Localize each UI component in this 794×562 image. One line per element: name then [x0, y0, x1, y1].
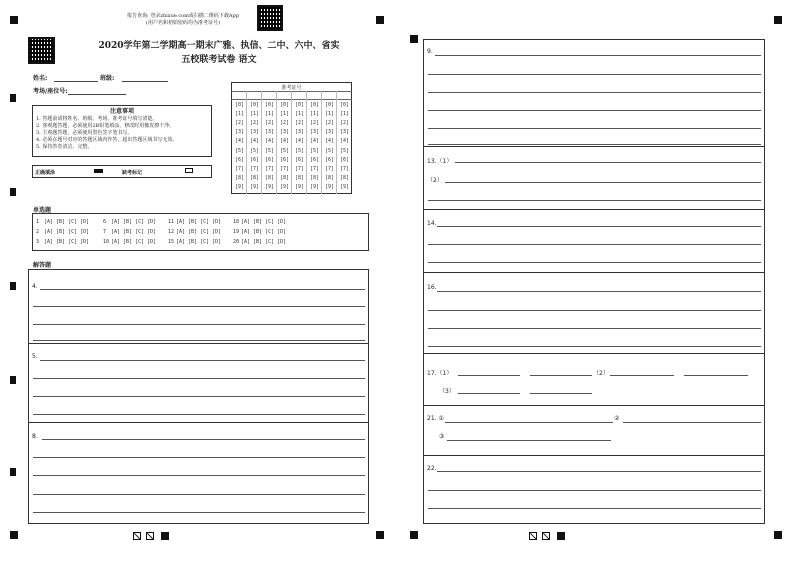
- answer-writing-line[interactable]: [435, 55, 761, 56]
- admission-digit-bubble[interactable]: [9]: [295, 183, 305, 190]
- missing-exam-label: 缺考标记: [122, 170, 143, 176]
- admission-digit-bubble[interactable]: [8]: [310, 174, 320, 181]
- answer-writing-line[interactable]: [428, 310, 761, 311]
- answer-writing-line[interactable]: [40, 360, 365, 361]
- answer-writing-line[interactable]: [445, 422, 613, 423]
- exam-title-line1: 2020学年第二学期高一期末广雅、执信、二中、六中、省实: [98, 41, 340, 51]
- question-number: 9.: [427, 48, 433, 55]
- admission-digit-bubble[interactable]: [8]: [340, 174, 350, 181]
- admission-digit-bubble[interactable]: [0]: [250, 102, 260, 108]
- answer-writing-line[interactable]: [530, 393, 592, 394]
- answer-writing-line[interactable]: [428, 144, 761, 145]
- admission-digit-bubble[interactable]: [2]: [265, 120, 275, 127]
- admission-digit-bubble[interactable]: [1]: [340, 111, 350, 118]
- admission-column-divider: [246, 91, 247, 194]
- admission-column-divider: [336, 91, 337, 194]
- answer-writing-line[interactable]: [437, 291, 761, 292]
- answer-writing-line[interactable]: [428, 508, 761, 509]
- question-divider: [28, 343, 369, 344]
- admission-digit-bubble[interactable]: [4]: [250, 138, 260, 145]
- section-answer-title: 解答题: [33, 262, 52, 269]
- question-divider: [423, 353, 765, 354]
- mc-option-bubbles[interactable]: [A] [B] [C] [D]: [111, 239, 157, 245]
- timing-mark-icon: [10, 188, 16, 196]
- answer-writing-line[interactable]: [458, 375, 520, 376]
- admission-digit-bubble[interactable]: [7]: [265, 165, 275, 172]
- admission-digit-bubble[interactable]: [8]: [250, 174, 260, 181]
- admission-digit-bubble[interactable]: [4]: [235, 138, 245, 145]
- admission-digit-bubble[interactable]: [3]: [295, 129, 305, 136]
- answer-writing-line[interactable]: [428, 74, 761, 75]
- answer-writing-line[interactable]: [447, 440, 611, 441]
- mc-option-bubbles[interactable]: [A] [B] [C] [D]: [241, 229, 287, 235]
- answer-writing-line[interactable]: [33, 306, 365, 307]
- page-check-icon: [557, 532, 565, 540]
- admission-digit-bubble[interactable]: [2]: [295, 120, 305, 127]
- mc-question-number: 2: [36, 229, 40, 235]
- question-number: 13.（1）: [427, 158, 453, 165]
- notice-item: 5. 保持答卷清洁、完整。: [36, 144, 93, 150]
- question-number: 14.: [427, 220, 437, 227]
- mc-question-number: 3: [36, 239, 40, 245]
- admission-digit-bubble[interactable]: [4]: [325, 138, 335, 145]
- correct-fill-label: 正确填涂: [35, 170, 56, 176]
- admission-title: 准考证号: [281, 85, 302, 91]
- admission-digit-bubble[interactable]: [4]: [280, 138, 290, 145]
- admission-digit-bubble[interactable]: [2]: [280, 120, 290, 127]
- admission-column-divider: [306, 91, 307, 194]
- question-divider: [423, 455, 765, 456]
- corner-mark-icon: [10, 531, 18, 539]
- mc-question-number: 15: [168, 239, 175, 245]
- admission-digit-bubble[interactable]: [1]: [295, 111, 305, 118]
- admission-digit-bubble[interactable]: [5]: [295, 147, 305, 154]
- admission-digit-bubble[interactable]: [9]: [310, 183, 320, 190]
- exam-title-line2: 五校联考试卷 语文: [181, 55, 257, 65]
- admission-digit-bubble[interactable]: [1]: [265, 111, 275, 118]
- admission-digit-bubble[interactable]: [9]: [280, 183, 290, 190]
- question-number: 21. ①: [427, 415, 444, 422]
- answer-writing-line[interactable]: [428, 262, 761, 263]
- timing-mark-icon: [10, 376, 16, 384]
- page-check-icon: [542, 532, 550, 540]
- admission-digit-bubble[interactable]: [6]: [325, 156, 335, 163]
- seat-label: 考场/座位号:: [33, 88, 68, 95]
- admission-digit-bubble[interactable]: [0]: [235, 102, 245, 108]
- admission-digit-bubble[interactable]: [0]: [280, 102, 290, 108]
- admission-digit-bubble[interactable]: [2]: [250, 120, 260, 127]
- admission-digit-bubble[interactable]: [0]: [340, 102, 350, 108]
- admission-digit-bubble[interactable]: [3]: [265, 129, 275, 136]
- answer-writing-line[interactable]: [445, 182, 761, 183]
- answer-writing-line[interactable]: [610, 375, 674, 376]
- admission-digit-bubble[interactable]: [4]: [295, 138, 305, 145]
- mc-option-bubbles[interactable]: [A] [B] [C] [D]: [241, 239, 287, 245]
- admission-digit-bubble[interactable]: [9]: [235, 183, 245, 190]
- mc-option-bubbles[interactable]: [A] [B] [C] [D]: [44, 229, 90, 235]
- answer-writing-line[interactable]: [428, 346, 761, 347]
- admission-digit-bubble[interactable]: [1]: [325, 111, 335, 118]
- correct-fill-icon: [94, 169, 103, 173]
- mc-question-number: 1: [36, 219, 40, 225]
- answer-writing-line[interactable]: [428, 490, 761, 491]
- header-note-line2: (用户名和初始密码均为准考证号): [146, 20, 220, 26]
- admission-digit-bubble[interactable]: [6]: [250, 156, 260, 163]
- admission-column-divider: [276, 91, 277, 194]
- timing-mark-icon: [10, 282, 16, 290]
- admission-digit-bubble[interactable]: [8]: [295, 174, 305, 181]
- admission-digit-bubble[interactable]: [6]: [310, 156, 320, 163]
- admission-digit-bubble[interactable]: [3]: [250, 129, 260, 136]
- question-divider: [423, 405, 765, 406]
- mc-question-number: 7: [103, 229, 107, 235]
- name-field[interactable]: [54, 81, 98, 82]
- qr-code-icon: [28, 37, 55, 64]
- corner-mark-icon: [410, 531, 418, 539]
- admission-digit-bubble[interactable]: [7]: [310, 165, 320, 172]
- admission-digit-bubble[interactable]: [9]: [265, 183, 275, 190]
- answer-writing-line[interactable]: [42, 439, 365, 440]
- question-number: （2）: [427, 177, 443, 184]
- mc-question-number: 6: [103, 219, 107, 225]
- answer-writing-line[interactable]: [33, 378, 365, 379]
- question-number: 8.: [32, 433, 38, 440]
- admission-digit-bubble[interactable]: [0]: [325, 102, 335, 108]
- answer-writing-line[interactable]: [33, 512, 365, 513]
- mc-question-number: 19: [233, 229, 240, 235]
- admission-digit-bubble[interactable]: [7]: [250, 165, 260, 172]
- admission-digit-bubble[interactable]: [8]: [325, 174, 335, 181]
- admission-digit-bubble[interactable]: [1]: [235, 111, 245, 118]
- mc-question-number: 10: [103, 239, 110, 245]
- page-check-icon: [133, 532, 141, 540]
- corner-mark-icon: [376, 16, 384, 24]
- page-check-icon: [146, 532, 154, 540]
- admission-digit-bubble[interactable]: [0]: [265, 102, 275, 108]
- answer-writing-line[interactable]: [530, 375, 592, 376]
- corner-mark-icon: [774, 16, 782, 24]
- admission-digit-bubble[interactable]: [2]: [325, 120, 335, 127]
- admission-digit-bubble[interactable]: [5]: [310, 147, 320, 154]
- admission-digit-bubble[interactable]: [6]: [340, 156, 350, 163]
- answer-writing-line[interactable]: [428, 200, 761, 201]
- admission-digit-bubble[interactable]: [3]: [310, 129, 320, 136]
- answer-writing-line[interactable]: [33, 457, 365, 458]
- question-number: 17.（1）: [427, 370, 453, 377]
- admission-digit-bubble[interactable]: [7]: [325, 165, 335, 172]
- mc-question-number: 18: [233, 219, 240, 225]
- answer-box-right: [423, 39, 765, 524]
- corner-mark-icon: [410, 35, 418, 43]
- page-check-icon: [161, 532, 169, 540]
- answer-writing-line[interactable]: [33, 324, 365, 325]
- admission-digit-bubble[interactable]: [0]: [295, 102, 305, 108]
- admission-digit-bubble[interactable]: [2]: [310, 120, 320, 127]
- question-number: （2）: [593, 370, 609, 377]
- notice-item: 1. 答题前请将姓名、班级、考场、准考证号填写清楚。: [36, 116, 158, 122]
- question-divider: [28, 422, 369, 423]
- mc-question-number: 12: [168, 229, 175, 235]
- admission-digit-bubble[interactable]: [8]: [280, 174, 290, 181]
- admission-column-divider: [321, 91, 322, 194]
- admission-digit-bubble[interactable]: [7]: [280, 165, 290, 172]
- answer-writing-line[interactable]: [458, 393, 520, 394]
- missing-exam-checkbox[interactable]: [185, 168, 193, 173]
- mc-option-bubbles[interactable]: [A] [B] [C] [D]: [44, 219, 90, 225]
- corner-mark-icon: [10, 16, 18, 24]
- admission-digit-bubble[interactable]: [9]: [250, 183, 260, 190]
- notice-item: 4. 必须在题号对应的答题区域内作答，超出答题区域书写无效。: [36, 137, 178, 143]
- answer-writing-line[interactable]: [428, 244, 761, 245]
- admission-digit-bubble[interactable]: [5]: [280, 147, 290, 154]
- admission-digit-bubble[interactable]: [7]: [295, 165, 305, 172]
- answer-writing-line[interactable]: [437, 471, 761, 472]
- corner-mark-icon: [774, 531, 782, 539]
- admission-digit-bubble[interactable]: [8]: [235, 174, 245, 181]
- admission-column-divider: [291, 91, 292, 194]
- admission-digit-bubble[interactable]: [6]: [235, 156, 245, 163]
- admission-digit-bubble[interactable]: [2]: [235, 120, 245, 127]
- mc-question-number: 11: [168, 219, 175, 225]
- admission-column-divider: [261, 91, 262, 194]
- mc-option-bubbles[interactable]: [A] [B] [C] [D]: [176, 239, 222, 245]
- class-label: 班级:: [100, 75, 115, 82]
- notice-item: 3. 主观题答题，必须使用黑色签字笔书写。: [36, 130, 133, 136]
- admission-digit-bubble[interactable]: [1]: [280, 111, 290, 118]
- admission-digit-bubble[interactable]: [5]: [235, 147, 245, 154]
- class-field[interactable]: [122, 81, 168, 82]
- question-divider: [423, 146, 765, 147]
- answer-writing-line[interactable]: [428, 110, 761, 111]
- admission-digit-bubble[interactable]: [7]: [235, 165, 245, 172]
- mc-question-number: 20: [233, 239, 240, 245]
- admission-digit-bubble[interactable]: [5]: [340, 147, 350, 154]
- admission-digit-bubble[interactable]: [4]: [310, 138, 320, 145]
- notice-item: 2. 客观题答题，必须使用2B铅笔填涂，修改时用橡皮擦干净。: [36, 123, 175, 129]
- mc-option-bubbles[interactable]: [A] [B] [C] [D]: [241, 219, 287, 225]
- admission-digit-bubble[interactable]: [1]: [310, 111, 320, 118]
- admission-digit-bubble[interactable]: [6]: [280, 156, 290, 163]
- right-page: [397, 0, 794, 562]
- admission-digit-bubble[interactable]: [3]: [325, 129, 335, 136]
- admission-digit-bubble[interactable]: [3]: [340, 129, 350, 136]
- admission-digit-bubble[interactable]: [3]: [235, 129, 245, 136]
- admission-digit-bubble[interactable]: [9]: [325, 183, 335, 190]
- admission-digit-bubble[interactable]: [9]: [340, 183, 350, 190]
- admission-digit-bubble[interactable]: [0]: [310, 102, 320, 108]
- admission-digit-bubble[interactable]: [7]: [340, 165, 350, 172]
- timing-mark-icon: [10, 468, 16, 476]
- admission-digit-bubble[interactable]: [4]: [265, 138, 275, 145]
- mc-option-bubbles[interactable]: [A] [B] [C] [D]: [176, 219, 222, 225]
- header-note-line1: 报告查询: 登录zhixue.com或扫描二维码下载App: [127, 13, 239, 19]
- section-single-title: 单选题: [33, 207, 52, 214]
- answer-writing-line[interactable]: [33, 340, 365, 341]
- question-number: （3）: [439, 388, 455, 395]
- question-number: 22.: [427, 465, 437, 472]
- name-label: 姓名:: [33, 75, 48, 82]
- admission-digit-bubble[interactable]: [1]: [250, 111, 260, 118]
- answer-writing-line[interactable]: [33, 494, 365, 495]
- corner-mark-icon: [376, 531, 384, 539]
- answer-writing-line[interactable]: [623, 422, 761, 423]
- admission-digit-bubble[interactable]: [3]: [280, 129, 290, 136]
- admission-digit-bubble[interactable]: [4]: [340, 138, 350, 145]
- mc-option-bubbles[interactable]: [A] [B] [C] [D]: [111, 229, 157, 235]
- answer-writing-line[interactable]: [33, 396, 365, 397]
- admission-digit-bubble[interactable]: [5]: [325, 147, 335, 154]
- mc-option-bubbles[interactable]: [A] [B] [C] [D]: [111, 219, 157, 225]
- question-number: 5.: [32, 353, 38, 360]
- answer-writing-line[interactable]: [33, 414, 365, 415]
- admission-digit-bubble[interactable]: [6]: [265, 156, 275, 163]
- seat-field[interactable]: [68, 94, 126, 95]
- answer-writing-line[interactable]: [428, 92, 761, 93]
- qr-code-icon: [257, 5, 283, 31]
- admission-digit-bubble[interactable]: [5]: [250, 147, 260, 154]
- answer-writing-line[interactable]: [40, 289, 365, 290]
- question-divider: [423, 272, 765, 273]
- answer-writing-line[interactable]: [33, 475, 365, 476]
- timing-mark-icon: [10, 94, 16, 102]
- answer-writing-line[interactable]: [428, 328, 761, 329]
- answer-writing-line[interactable]: [437, 226, 761, 227]
- question-divider: [423, 209, 765, 210]
- page-check-icon: [529, 532, 537, 540]
- admission-digit-bubble[interactable]: [2]: [340, 120, 350, 127]
- question-number: ③: [439, 433, 445, 440]
- question-number: 4.: [32, 283, 38, 290]
- mc-option-bubbles[interactable]: [A] [B] [C] [D]: [176, 229, 222, 235]
- answer-writing-line[interactable]: [684, 375, 748, 376]
- question-number: ②: [614, 415, 620, 422]
- mc-option-bubbles[interactable]: [A] [B] [C] [D]: [44, 239, 90, 245]
- answer-writing-line[interactable]: [428, 128, 761, 129]
- admission-digit-bubble[interactable]: [5]: [265, 147, 275, 154]
- admission-digit-bubble[interactable]: [6]: [295, 156, 305, 163]
- notice-title: 注意事项: [109, 108, 134, 115]
- admission-digit-bubble[interactable]: [8]: [265, 174, 275, 181]
- answer-writing-line[interactable]: [455, 162, 761, 163]
- question-number: 16.: [427, 284, 437, 291]
